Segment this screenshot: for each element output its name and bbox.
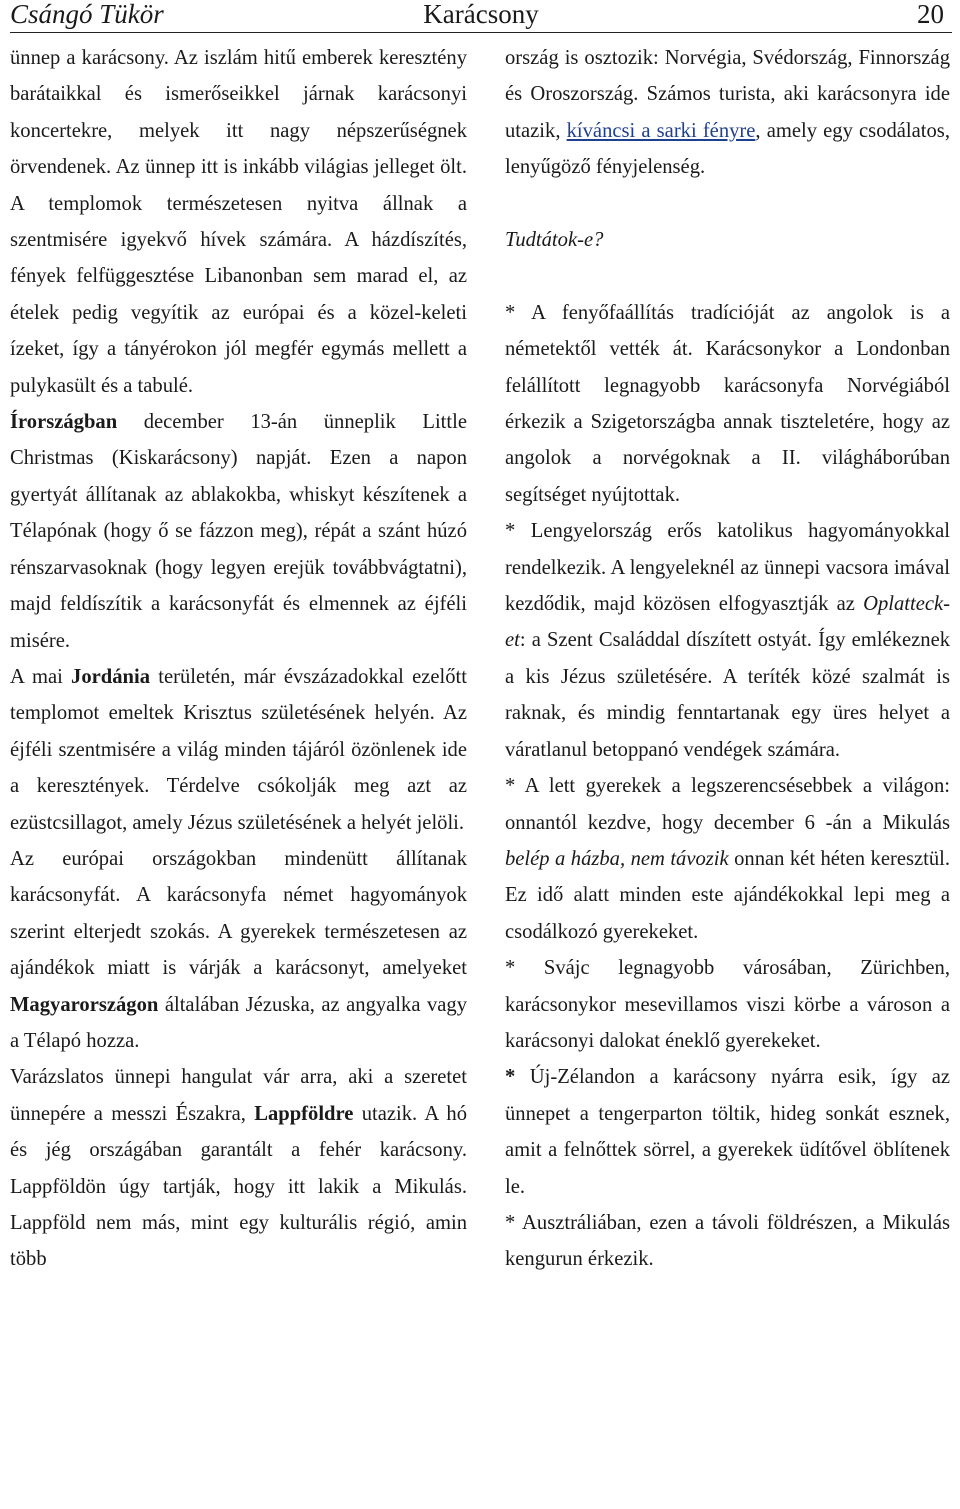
paragraph-jordan-text: területén, már évszázadokkal ezelőtt templomot emeltek Krisztus születésének helyén. Az éjféli szentmisére a világ minden tájáról özönlenek ide a keresztények. Térdelve csókolják meg azt az ezüstcsillagot, amely Jézus születésének a helyét jelöli. <box>10 665 467 834</box>
paragraph-lapland-cont-text: , amely egy csodálatos, lenyűgöző fényjelenség. <box>505 119 950 179</box>
did-you-know-heading <box>505 222 950 258</box>
left-column <box>10 40 467 1278</box>
page-header <box>10 0 952 33</box>
fact-switzerland: * Svájc legnagyobb városában, Zürichben, karácsonykor mesevillamos viszi körbe a városon a karácsonyi dalokat éneklő gyerekeket. <box>505 957 950 1052</box>
paragraph-europe <box>10 841 467 1059</box>
page-number: 20 <box>917 0 944 29</box>
fact-new-zealand <box>505 1059 950 1205</box>
right-column <box>505 40 950 1278</box>
paragraph-jordan <box>10 659 467 841</box>
paragraph-lebanon: ünnep a karácsony. Az iszlám hitű emberek keresztény barátaikkal és ismerőseikkel járnak karácsonyi koncertekre, melyek itt nagy népszerűségnek örvendenek. Az ünnep itt is inkább világias jelleget ölt. A templomok természetesen nyitva állnak a szentmisére igyekvő hívek számára. A házdíszítés, fények felfüggesztése Libanonban sem marad el, az ételek pedig vegyítik az európai és a közel-keleti ízeket, így a tányérokon jól megfér egymás mellett a pulykasült és a tabulé. <box>10 47 467 397</box>
country-jordan: Jordánia <box>71 665 151 688</box>
country-ireland: Írországban <box>10 411 118 434</box>
fact-new-zealand-star: * <box>505 1066 516 1089</box>
fact-poland-text: : a Szent Családdal díszített ostyát. Így emlékeznek a kis Jézus születésére. A teríték közé szalmát is raknak, és mindig fenntartanak egy üres helyet a váratlanul betoppanó vendégek számára. <box>505 629 950 761</box>
section-title: Karácsony <box>423 0 539 29</box>
country-hungary: Magyarországon <box>10 993 159 1016</box>
paragraph-europe-lead: Az európai országokban mindenütt állítanak karácsonyfát. A karácsonyfa német hagyományok szerint elterjedt szokás. A gyerekek természetesen az ajándékok miatt is várják a karácsonyt, amelyeket <box>10 847 467 980</box>
fact-poland-italic: Oplatteck-et <box>505 593 950 652</box>
paragraph-lapland-lead: Varázslatos ünnepi hangulat vár arra, aki a szeretet ünnepére a messzi Északra, <box>10 1066 467 1125</box>
fact-england: * A fenyőfaállítás tradícióját az angolok is a németektől vették át. Karácsonykor a Londonban felállított legnagyobb karácsonyfa Norvégiából érkezik a Szigetországba annak tiszteletére, hogy az angolok a norvégoknak a II. világháborúban segítséget nyújtottak. <box>505 301 950 506</box>
spacer <box>505 258 950 294</box>
fact-latvia <box>505 768 950 950</box>
fact-poland-lead: * Lengyelország erős katolikus hagyományokkal rendelkezik. A lengyeleknél az ünnepi vacsora imával kezdődik, majd közösen elfogyasztják az <box>505 520 950 616</box>
northern-lights-link[interactable]: kíváncsi a sarki fényre <box>566 119 756 142</box>
paragraph-lapland-cont-lead: ország is osztozik: Norvégia, Svédország, Finnország és Oroszország. Számos turista, aki karácsonyra ide utazik, <box>505 47 950 142</box>
paragraph-jordan-lead: A mai <box>10 665 72 688</box>
fact-latvia-text: onnan két héten keresztül. Ez idő alatt minden este ajándékokkal lepi meg a csodálkozó gyerekeket. <box>505 847 951 943</box>
paragraph-ireland-text: december 13-án ünneplik Little Christmas (Kiskarácsony) napját. Ezen a napon gyertyát állítanak az ablakokba, whiskyt készítenek a Télapónak (hogy ő se fázzon meg), répát a szánt húzó rénszarvasoknak (hogy legyen erejük továbbvágtatni), majd feldíszítik a karácsonyfát és elmennek az éjféli misére. <box>10 411 467 652</box>
paragraph-lapland-text: utazik. A hó és jég országában garantált a fehér karácsony. Lappföldön úgy tartják, hogy itt lakik a Mikulás. Lappföld nem más, mint egy kulturális régió, amin több <box>10 1102 467 1271</box>
fact-poland <box>505 513 950 768</box>
paragraph-lapland-cont <box>505 40 950 186</box>
fact-new-zealand-text: Új-Zélandon a karácsony nyárra esik, így az ünnepet a tengerparton töltik, hideg sonkát esznek, amit a felnőttek sörrel, a gyerekek üdítővel öblítenek le. <box>505 1066 950 1198</box>
fact-latvia-italic: belép a házba, nem távozik <box>505 847 729 870</box>
paragraph-ireland <box>10 404 467 659</box>
did-you-know-text: Tudtátok-e? <box>505 229 604 252</box>
fact-latvia-lead: * A lett gyerekek a legszerencsésebbek a világon: onnantól kezdve, hogy december 6 -án a Mikulás <box>505 775 950 834</box>
publication-title: Csángó Tükör <box>10 0 164 29</box>
region-lapland: Lappföldre <box>254 1102 354 1125</box>
paragraph-lapland <box>10 1059 467 1277</box>
spacer <box>505 186 950 222</box>
paragraph-europe-text: általában Jézuska, az angyalka vagy a Télapó hozza. <box>10 993 467 1052</box>
fact-australia: * Ausztráliában, ezen a távoli földrészen, a Mikulás kengurun érkezik. <box>505 1211 950 1271</box>
